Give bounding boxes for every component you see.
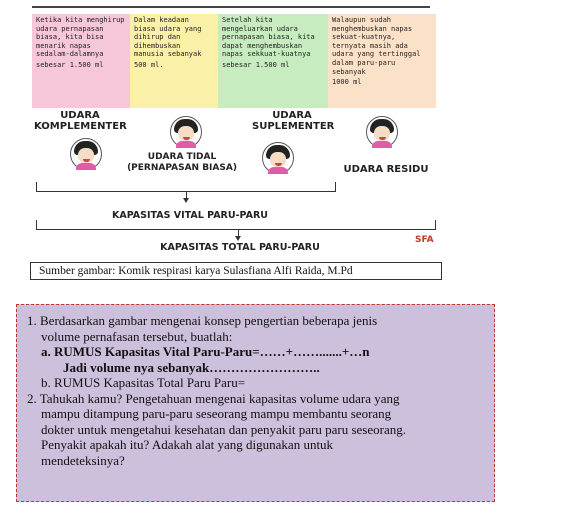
question-1a-answer: Jadi volume nya sebanyak……………………..: [63, 359, 320, 375]
label-residu: UDARA RESIDU: [343, 164, 429, 175]
vital-bracket: [36, 182, 336, 192]
total-bracket: [36, 220, 436, 230]
comic-top-border: [32, 6, 430, 8]
column-residu: [328, 14, 436, 108]
col3-volume: sebesar 1.500 ml: [222, 60, 290, 69]
label-suplementer: UDARA SUPLEMENTER: [252, 110, 335, 132]
question-1: 1. Berdasarkan gambar mengenai konsep pengertian beberapa jenis: [27, 313, 378, 328]
question-1-cont: volume pernafasan tersebut, buatlah:: [41, 328, 233, 344]
label-tidal: UDARA TIDAL (PERNAPASAN BIASA): [127, 152, 237, 173]
col2-volume: 500 ml.: [134, 60, 164, 69]
column-tidal: [130, 14, 218, 108]
col4-volume: 1000 ml: [332, 78, 362, 87]
assignment-box: [16, 304, 495, 502]
column-suplementer: [218, 14, 328, 108]
label-komplementer: UDARA KOMPLEMENTER: [34, 110, 127, 132]
col2-text: Dalam keadaan biasa udara yang dihirup dan dihembuskan manusia sebanyak: [134, 16, 202, 59]
image-caption: Sumber gambar: Komik respirasi karya Sulasfiana Alfi Raida, M.Pd: [30, 262, 442, 280]
comic-illustration: [30, 6, 440, 266]
character-face-2: [170, 116, 202, 148]
col1-volume: sebesar 1.500 ml: [36, 60, 104, 69]
question-2-line: mendeteksinya?: [41, 452, 125, 468]
character-face-3: [262, 142, 294, 174]
question-2-line: mampu ditampung paru-paru seseorang mampu membantu seorang: [41, 406, 392, 421]
question-1b: b. RUMUS Kapasitas Total Paru Paru=: [41, 375, 246, 390]
label-kapasitas-total: KAPASITAS TOTAL PARU-PARU: [160, 242, 320, 253]
character-face-1: [70, 138, 102, 170]
col4-text: Walaupun sudah menghembuskan napas sekuat-kuatnya, ternyata masih ada udara yang tertinggal dalam paru-paru sebanyak: [332, 16, 421, 76]
comic-logo: SFA: [415, 235, 434, 245]
question-2-line: 2. Tahukah kamu? Pengetahuan mengenai kapasitas volume udara yang: [27, 390, 400, 406]
comic-text-columns: [32, 14, 436, 108]
column-komplementer: [32, 14, 130, 108]
question-2-line: dokter untuk mengetahui kesehatan dan penyakit paru paru seseorang.: [41, 421, 406, 437]
col1-text: Ketika kita menghirup udara pernapasan biasa, kita bisa menarik napas sedalam-dalamnya: [36, 16, 125, 59]
question-2-line: Penyakit apakah itu? Adakah alat yang digunakan untuk: [41, 437, 334, 452]
col3-text: Setelah kita mengeluarkan udara pernapasan biasa, kita dapat menghembuskan napas sekkuat-kuatnya: [222, 16, 315, 59]
question-1a: a. RUMUS Kapasitas Vital Paru-Paru=……+…….......+…n: [41, 344, 370, 359]
label-kapasitas-vital: KAPASITAS VITAL PARU-PARU: [111, 210, 268, 221]
character-face-4: [366, 116, 398, 148]
